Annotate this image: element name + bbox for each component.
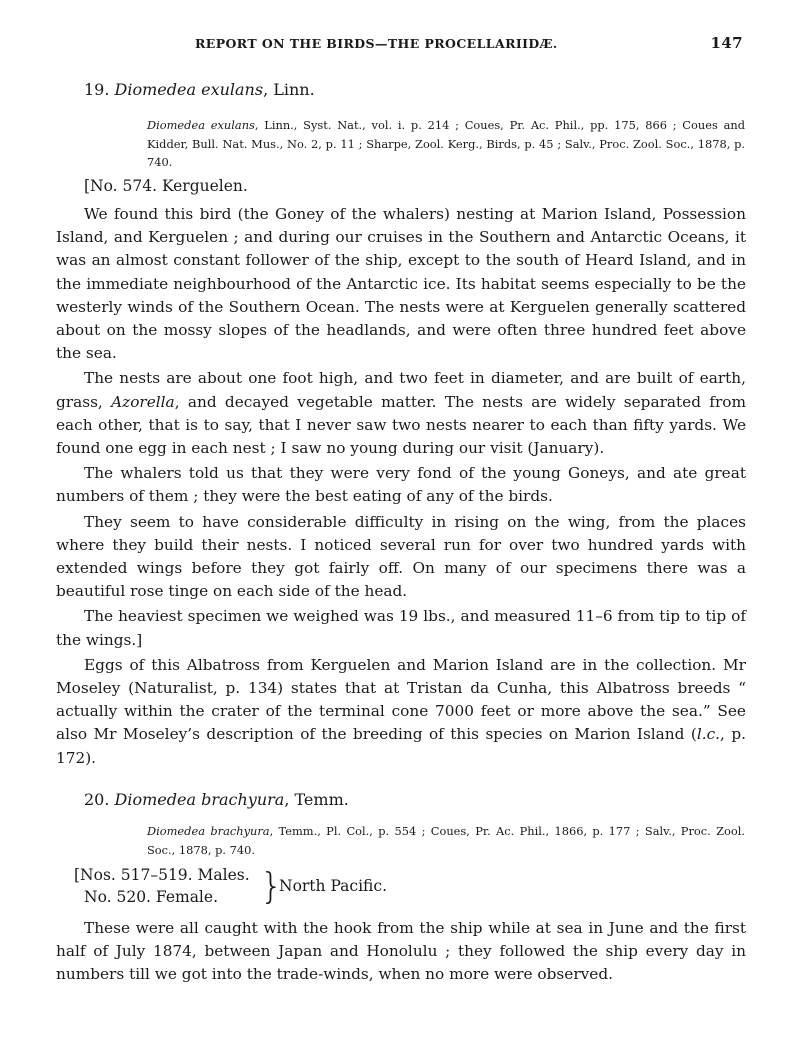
refs-species: Diomedea exulans [147,118,255,132]
paragraph: These were all caught with the hook from the ship while at sea in June and the first half of July 1874, between Japan and Honolulu ; they followed the ship every day in numbers till we got into the trade-winds, when no more were observed. [56,919,746,984]
specimen-female: No. 520. Female. [84,888,218,906]
abbreviation: l.c. [696,725,721,744]
species-authority: , Linn. [263,80,315,99]
brace-icon: } [260,866,283,907]
species-heading-19 [84,80,315,99]
paragraph-part: Eggs of this Albatross from Kerguelen and Marion Island are in the collection. Mr Moseley (Naturalist, p. 134) states that at Tristan da Cunha, this Albatross breeds “ actually within the crater of the terminal cone 7000 feet or more above the sea.” See also Mr Moseley’s description of the breeding of this species on Marion Island ( [56,655,746,744]
species-name: Diomedea brachyura [114,790,285,809]
species-authority: , Temm. [284,790,349,809]
species-number: 19. [84,80,110,99]
specimen-record-19: [No. 574. Kerguelen. [84,177,248,195]
refs-text: , Linn., Syst. Nat., vol. i. p. 214 ; Coues, Pr. Ac. Phil., pp. 175, 866 ; Coues and Kidder, Bull. Nat. Mus., No. 2, p. 11 ; Sharpe, Zool. Kerg., Birds, p. 45 ; Salv., Proc. Zool. Soc., 1878, p. 740. [147,118,745,169]
body-text-20 [56,917,746,987]
specimen-males: [Nos. 517–519. Males. [74,866,250,884]
specimen-record-20 [74,866,474,914]
paragraph: The whalers told us that they were very fond of the young Goneys, and ate great numbers of them ; they were the best eating of any of the birds. [56,464,746,506]
paragraph: We found this bird (the Goney of the whalers) nesting at Marion Island, Possession Island, and Kerguelen ; and during our cruises in the Southern and Antarctic Oceans, it was an almost constant follower of the ship, except to the south of Heard Island, and in the immediate neighbourhood of the Antarctic ice. Its habitat seems especially to be the westerly winds of the Southern Ocean. The nests were at Kerguelen generally scattered about on the mossy slopes of the headlands, and were often three hundred feet above the sea. [56,205,746,363]
paragraph: The heaviest specimen we weighed was 19 lbs., and measured 11–6 from tip to tip of the wings.] [56,607,746,649]
refs-species: Diomedea brachyura [147,824,270,838]
species-number: 20. [84,790,110,809]
header-title: REPORT ON THE BIRDS—THE PROCELLARIIDÆ. [195,36,558,51]
species-heading-20 [84,790,349,809]
paragraph [56,367,746,460]
paragraph-part: , and decayed vegetable matter. The nests are widely separated from each other, that is to say, that I never saw two nests nearer to each than fifty yards. We found one egg in each nest ; I saw no young during our visit (January). [56,392,746,458]
plant-name: Azorella [111,392,175,411]
specimen-region: North Pacific. [279,877,388,895]
refs-text: , Temm., Pl. Col., p. 554 ; Coues, Pr. Ac. Phil., 1866, p. 177 ; Salv., Proc. Zool. Soc., 1878, p. 740. [147,824,746,857]
synonymy-references-19 [147,116,745,172]
paragraph [56,654,746,770]
paragraph: They seem to have considerable difficulty in rising on the wing, from the places where they build their nests. I noticed several run for over two hundred yards with extended wings before they got fairly off. On many of our specimens there was a beautiful rose tinge on each side of the head. [56,512,746,601]
body-text-19 [56,203,746,770]
paragraph-part: , p. 172). [56,725,746,767]
synonymy-references-20 [147,822,745,859]
species-name: Diomedea exulans [114,80,264,99]
paragraph-part: The nests are about one foot high, and two feet in diameter, and are built of earth, grass, [56,369,746,411]
page-number: 147 [710,34,743,52]
